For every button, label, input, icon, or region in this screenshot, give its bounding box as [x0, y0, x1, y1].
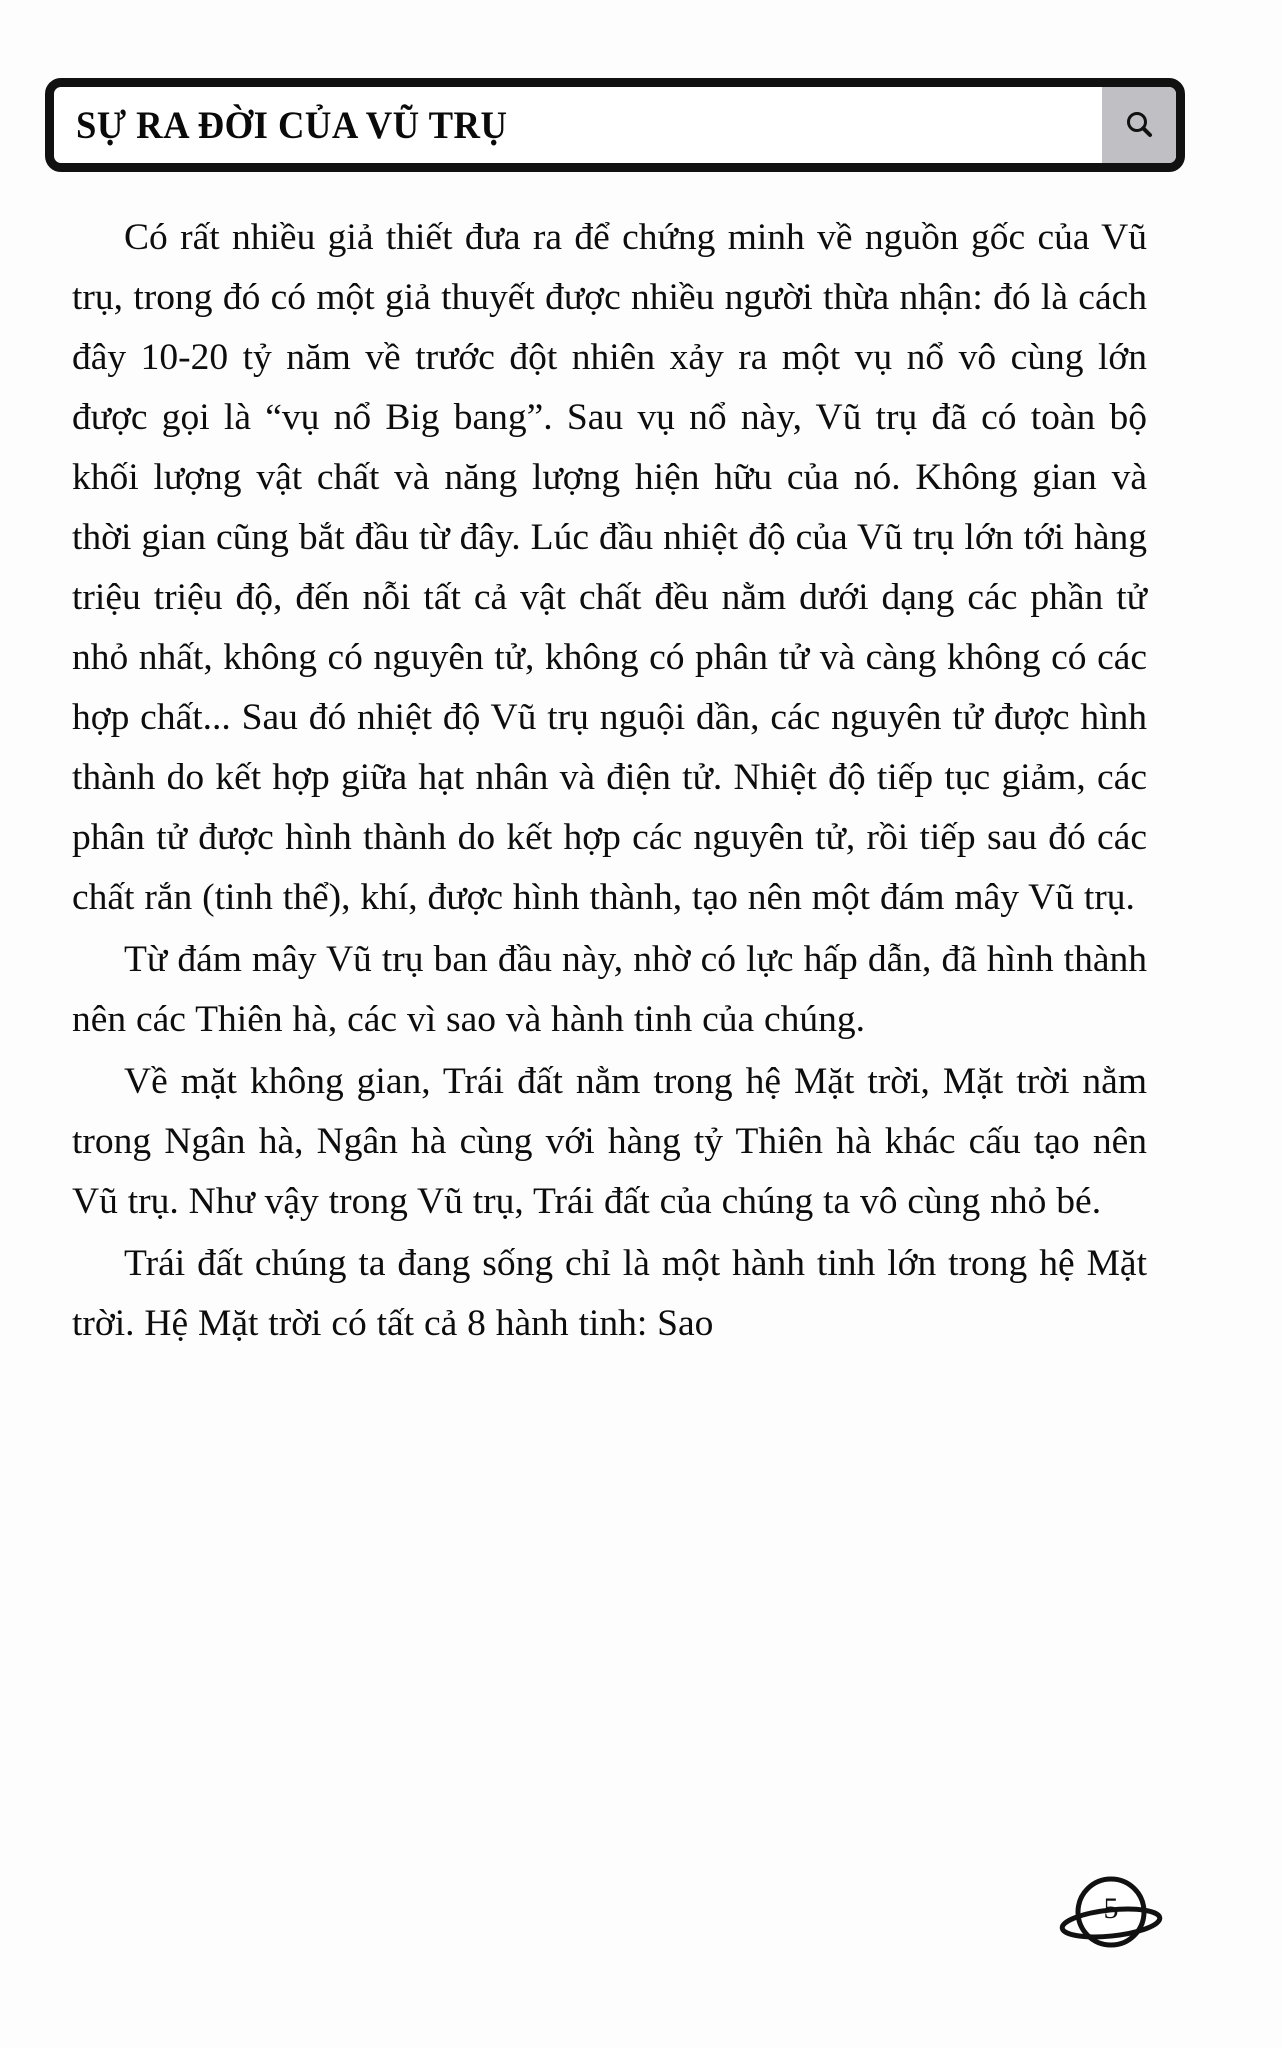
- chapter-title-container: [54, 87, 1102, 163]
- paragraph: Về mặt không gian, Trái đất nằm trong hệ Mặt trời, Mặt trời nằm trong Ngân hà, Ngân hà cùng với hàng tỷ Thiên hà khác cấu tạo nên Vũ trụ. Như vậy trong Vũ trụ, Trái đất của chúng ta vô cùng nhỏ bé.: [72, 1061, 1147, 1222]
- paragraph: Trái đất chúng ta đang sống chỉ là một hành tinh lớn trong hệ Mặt trời. Hệ Mặt trời có tất cả 8 hành tinh: Sao: [72, 1243, 1147, 1344]
- page-number-badge: [1052, 1866, 1170, 1962]
- search-icon: [1121, 107, 1157, 143]
- article-body: [72, 208, 1147, 1354]
- paragraph: Có rất nhiều giả thiết đưa ra để chứng minh về nguồn gốc của Vũ trụ, trong đó có một giả thuyết được nhiều người thừa nhận: đó là cách đây 10-20 tỷ năm về trước đột nhiên xảy ra một vụ nổ vô cùng lớn được gọi là “vụ nổ Big bang”. Sau vụ nổ này, Vũ trụ đã có toàn bộ khối lượng vật chất và năng lượng hiện hữu của nó. Không gian và thời gian cũng bắt đầu từ đây. Lúc đầu nhiệt độ của Vũ trụ lớn tới hàng triệu triệu độ, đến nỗi tất cả vật chất đều nằm dưới dạng các phần tử nhỏ nhất, không có nguyên tử, không có phân tử và càng không có các hợp chất... Sau đó nhiệt độ Vũ trụ nguội dần, các nguyên tử được hình thành do kết hợp giữa hạt nhân và điện tử. Nhiệt độ tiếp tục giảm, các phân tử được hình thành do kết hợp các nguyên tử, rồi tiếp sau đó các chất rắn (tinh thể), khí, được hình thành, tạo nên một đám mây Vũ trụ.: [72, 217, 1147, 918]
- page-number-text: 5: [1103, 1892, 1119, 1925]
- page-title: SỰ RA ĐỜI CỦA VŨ TRỤ: [76, 103, 508, 147]
- search-button[interactable]: [1102, 87, 1176, 163]
- chapter-header-bar: [45, 78, 1185, 172]
- paragraph: Từ đám mây Vũ trụ ban đầu này, nhờ có lực hấp dẫn, đã hình thành nên các Thiên hà, các vì sao và hành tinh của chúng.: [72, 939, 1147, 1040]
- planet-icon: [1052, 1866, 1170, 1962]
